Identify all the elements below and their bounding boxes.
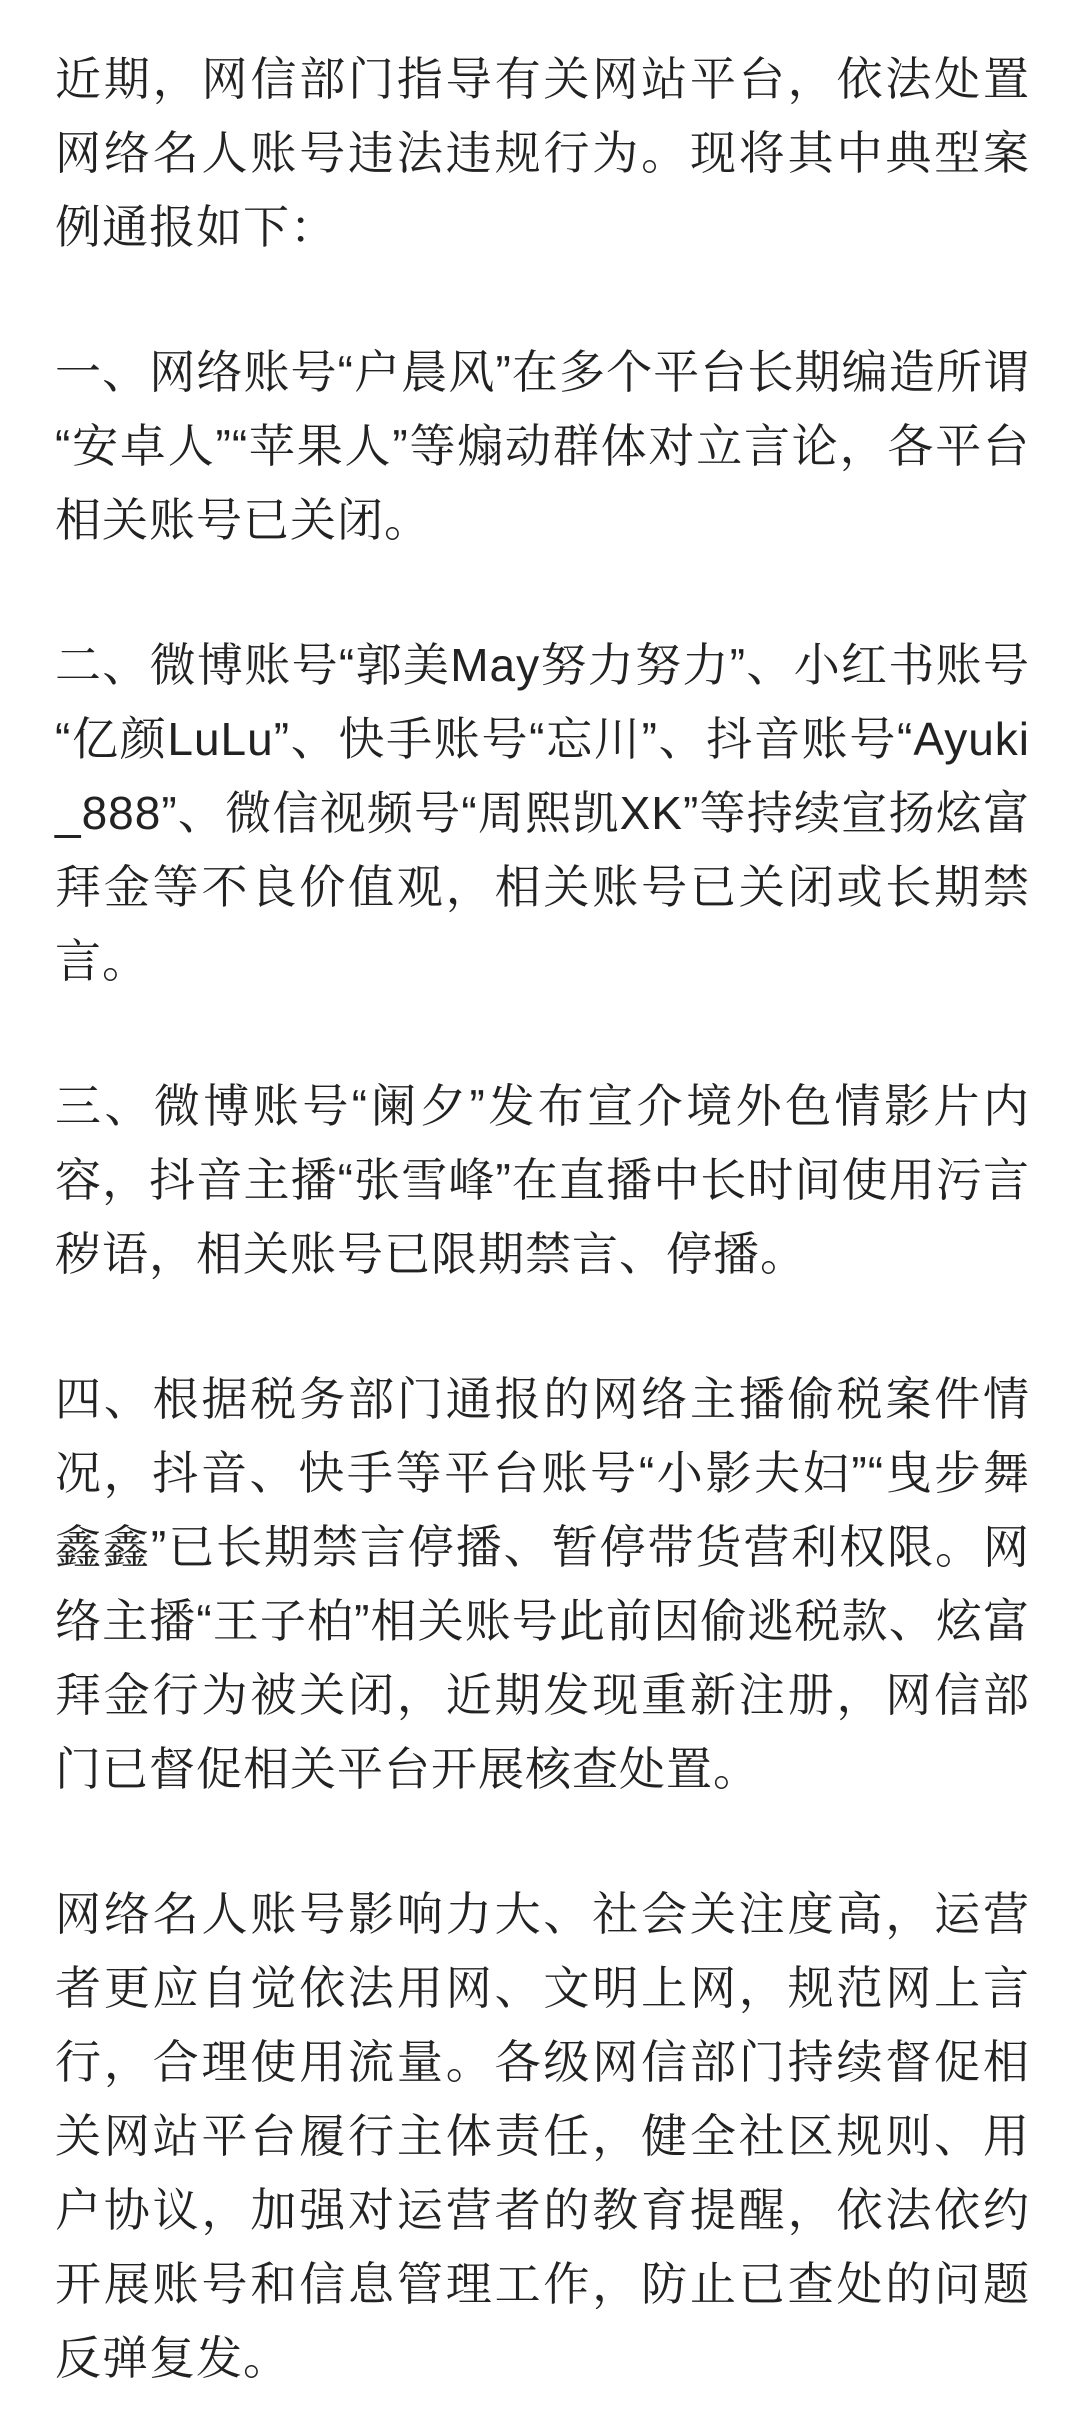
paragraph-conclusion: 网络名人账号影响力大、社会关注度高，运营者更应自觉依法用网、文明上网，规范网上言行，合理使用流量。各级网信部门持续督促相关网站平台履行主体责任，健全社区规则、用户协议，加强对运营者的教育提醒，依法依约开展账号和信息管理工作，防止已查处的问题反弹复发。 bbox=[55, 1888, 1030, 2384]
paragraph-case-4: 四、根据税务部门通报的网络主播偷税案件情况，抖音、快手等平台账号“小影夫妇”“曳步舞鑫鑫”已长期禁言停播、暂停带货营利权限。网络主播“王子柏”相关账号此前因偷逃税款、炫富拜金行为被关闭，近期发现重新注册，网信部门已督促相关平台开展核查处置。 bbox=[55, 1373, 1030, 1795]
paragraph-case-1: 一、网络账号“户晨风”在多个平台长期编造所谓“安卓人”“苹果人”等煽动群体对立言论，各平台相关账号已关闭。 bbox=[55, 346, 1030, 546]
paragraph-case-2: 二、微博账号“郭美May努力努力”、小红书账号“亿颜LuLu”、快手账号“忘川”、抖音账号“Ayuki_888”、微信视频号“周熙凯XK”等持续宣扬炫富拜金等不良价值观，相关账号已关闭或长期禁言。 bbox=[55, 639, 1030, 987]
paragraph-case-3: 三、微博账号“阑夕”发布宣介境外色情影片内容，抖音主播“张雪峰”在直播中长时间使用污言秽语，相关账号已限期禁言、停播。 bbox=[55, 1080, 1030, 1280]
paragraph-intro: 近期，网信部门指导有关网站平台，依法处置网络名人账号违法违规行为。现将其中典型案例通报如下： bbox=[55, 53, 1030, 253]
